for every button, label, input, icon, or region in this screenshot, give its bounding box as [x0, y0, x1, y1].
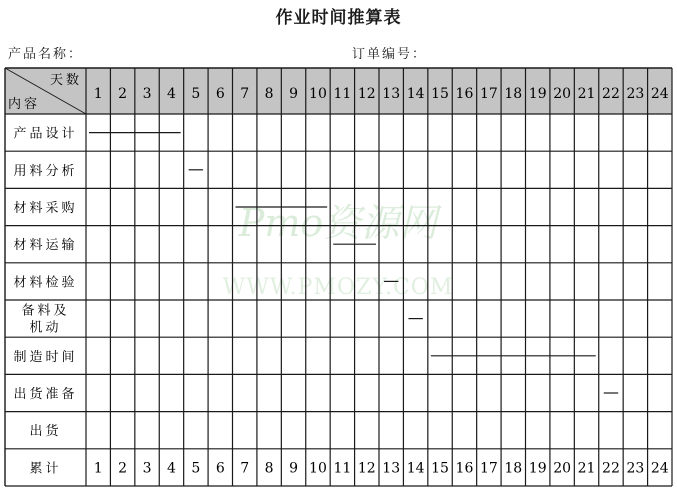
row-label: 出货	[29, 424, 62, 440]
total-value: 5	[191, 460, 201, 477]
total-value: 3	[142, 460, 152, 477]
header-day: 14	[406, 86, 425, 102]
total-value: 21	[577, 460, 596, 477]
header-day: 9	[289, 86, 299, 102]
header-day: 18	[504, 86, 523, 102]
watermark-url: WWW.PMOZY.COM	[222, 275, 454, 300]
total-value: 20	[553, 460, 572, 477]
header-day: 15	[431, 86, 449, 102]
total-value: 14	[406, 460, 425, 477]
header-day: 8	[264, 86, 274, 102]
header-day: 1	[93, 86, 103, 102]
header-day: 7	[240, 86, 250, 102]
header-days-label: 天数	[49, 73, 82, 88]
header-day: 12	[357, 86, 376, 102]
total-value: 18	[504, 460, 523, 477]
header-day: 20	[553, 86, 572, 102]
total-value: 17	[479, 460, 498, 477]
row-label: 备料及	[21, 303, 70, 319]
row-label: 用料分析	[13, 163, 78, 179]
row-label: 材料运输	[13, 238, 78, 254]
row-label: 制造时间	[13, 349, 78, 365]
total-value: 2	[118, 460, 128, 477]
row-label: 材料采购	[13, 201, 78, 216]
total-value: 16	[455, 460, 474, 477]
header-content-label: 内容	[8, 97, 41, 112]
header-day: 24	[650, 86, 669, 102]
total-label: 累计	[29, 461, 62, 477]
header-day: 17	[479, 86, 498, 102]
order-number-label: 订单编号：	[352, 47, 428, 62]
header-day: 13	[382, 86, 401, 102]
total-value: 13	[382, 460, 401, 477]
total-value: 15	[431, 460, 449, 477]
total-value: 22	[602, 460, 620, 477]
row-label: 产品设计	[13, 126, 78, 142]
total-value: 8	[264, 460, 274, 477]
header-day: 6	[215, 86, 225, 102]
header-day: 22	[602, 86, 620, 102]
total-value: 11	[333, 460, 352, 477]
header-day: 16	[455, 86, 474, 102]
header-day: 11	[333, 86, 352, 102]
header-day: 3	[142, 86, 152, 102]
header-day: 2	[118, 86, 128, 102]
row-label: 出货准备	[13, 387, 78, 402]
header-day: 19	[528, 86, 547, 102]
total-value: 19	[528, 460, 547, 477]
row-label: 机动	[29, 320, 62, 336]
header-day: 4	[166, 86, 176, 102]
total-value: 1	[93, 460, 103, 477]
total-value: 9	[289, 460, 299, 477]
header-day: 23	[626, 86, 645, 102]
total-value: 23	[626, 460, 645, 477]
watermark-logo: Pmo资源网	[238, 201, 438, 245]
product-name-label: 产品名称：	[8, 47, 84, 62]
row-label: 材料检验	[13, 275, 78, 291]
total-value: 10	[309, 460, 327, 477]
page-title: 作业时间推算表	[275, 8, 402, 28]
header-day: 21	[577, 86, 596, 102]
total-value: 6	[215, 460, 225, 477]
header-day: 10	[309, 86, 327, 102]
total-value: 12	[357, 460, 376, 477]
total-value: 4	[166, 460, 176, 477]
header-day: 5	[191, 86, 201, 102]
total-value: 24	[650, 460, 669, 477]
total-value: 7	[240, 460, 250, 477]
